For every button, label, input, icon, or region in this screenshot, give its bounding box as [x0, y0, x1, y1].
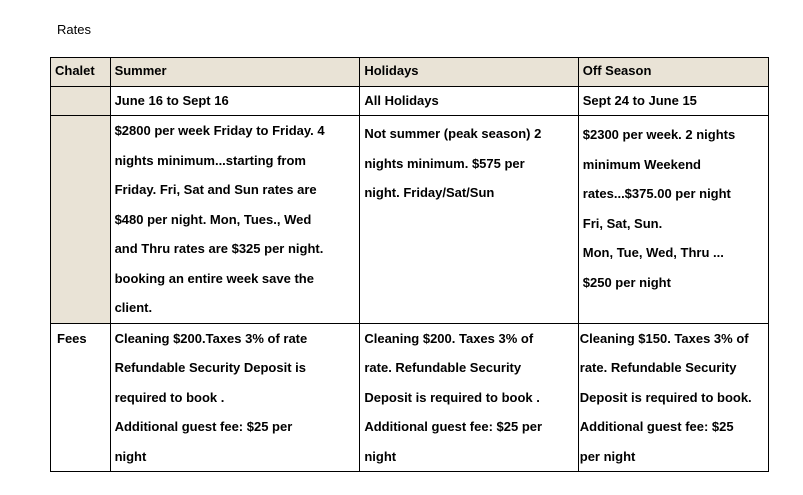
fee-line: night [364, 448, 397, 464]
rates-summer [110, 116, 360, 324]
rates-table [50, 57, 769, 472]
rate-line: night. Friday/Sat/Sun [364, 185, 495, 200]
rate-line: Fri, Sat, Sun. [582, 215, 663, 231]
fees-holidays [360, 323, 578, 472]
fee-line: Deposit is required to book . [364, 389, 540, 405]
rate-line: minimum Weekend [582, 156, 701, 172]
rates-off-season [578, 116, 768, 324]
header-holidays: Holidays [360, 58, 578, 87]
rate-line: $2300 per week. 2 nights [582, 127, 736, 142]
rate-line: nights minimum...starting from [114, 152, 306, 168]
rate-line: and Thru rates are $325 per night. [114, 241, 324, 256]
rate-line: $2800 per week Friday to Friday. 4 [114, 123, 325, 138]
rate-line: client. [114, 300, 153, 315]
fee-line: Cleaning $200.Taxes 3% of rate [114, 330, 308, 346]
header-off-season: Off Season [578, 58, 768, 87]
fee-line: rate. Refundable Security [579, 360, 737, 375]
dates-summer: June 16 to Sept 16 [110, 87, 360, 116]
dates-label-cell [51, 87, 111, 116]
fee-line: Additional guest fee: $25 [579, 419, 734, 434]
header-summer: Summer [110, 58, 360, 87]
rates-row [51, 116, 769, 324]
fee-line: per night [579, 448, 636, 464]
fee-line: night [114, 448, 147, 464]
rate-line: $480 per night. Mon, Tues., Wed [114, 211, 312, 227]
dates-row [51, 87, 769, 116]
rate-line: Mon, Tue, Wed, Thru ... [582, 245, 724, 260]
fees-label: Fees [51, 323, 111, 472]
page-heading: Rates [57, 22, 91, 37]
rate-line: booking an entire week save the [114, 270, 314, 286]
fee-line: Cleaning $200. Taxes 3% of [364, 330, 534, 346]
header-chalet: Chalet [51, 58, 111, 87]
rate-line: rates...$375.00 per night [582, 186, 731, 201]
fee-line: rate. Refundable Security [364, 360, 522, 375]
rate-line: nights minimum. $575 per [364, 155, 525, 171]
fee-line: Deposit is required to book. [579, 389, 752, 405]
fee-line: Cleaning $150. Taxes 3% of [579, 330, 749, 346]
rate-line: Friday. Fri, Sat and Sun rates are [114, 182, 317, 197]
fees-off-season [578, 323, 768, 472]
fee-line: Additional guest fee: $25 per [114, 419, 293, 434]
dates-holidays: All Holidays [360, 87, 578, 116]
dates-off-season: Sept 24 to June 15 [578, 87, 768, 116]
rate-line: Not summer (peak season) 2 [364, 126, 542, 141]
fee-line: Refundable Security Deposit is [114, 360, 306, 375]
rates-holidays [360, 116, 578, 324]
rate-line: $250 per night [582, 274, 671, 290]
fees-summer [110, 323, 360, 472]
fees-row [51, 323, 769, 472]
table-header-row [51, 58, 769, 87]
fee-line: required to book . [114, 389, 225, 405]
rates-label-cell [51, 116, 111, 324]
fee-line: Additional guest fee: $25 per [364, 419, 543, 434]
